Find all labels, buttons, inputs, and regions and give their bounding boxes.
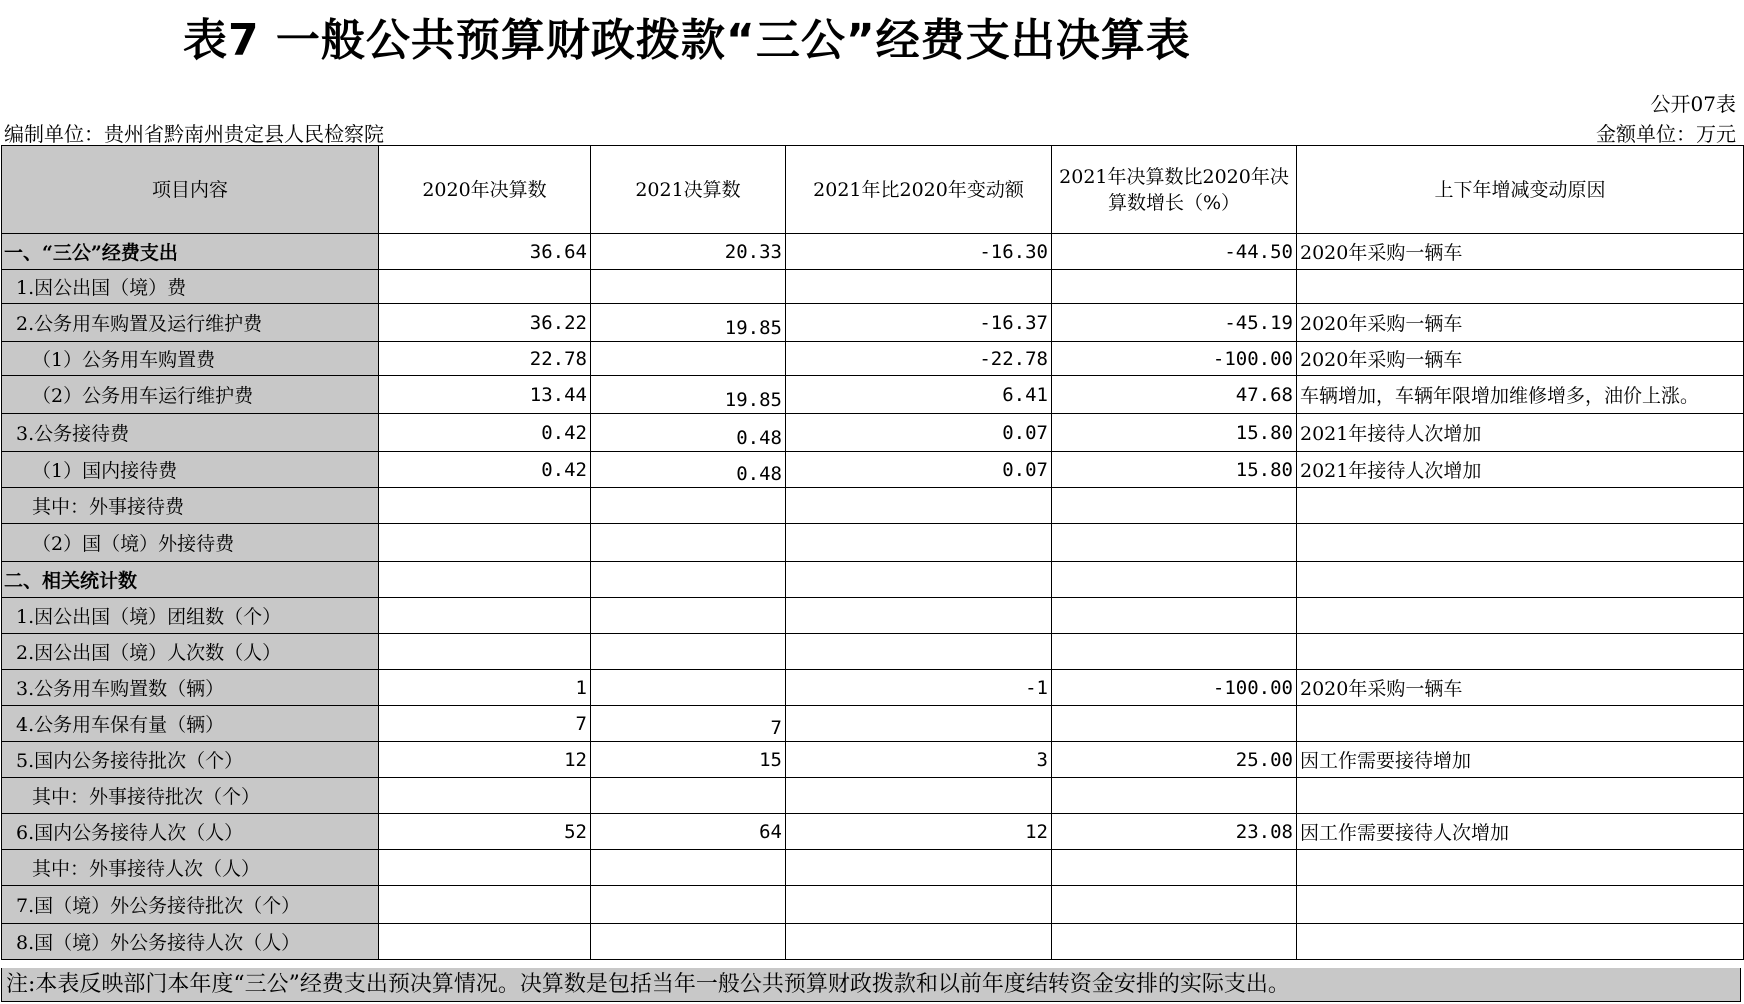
row-2020-value: 1 [379,670,591,706]
page-title: 表7 一般公共预算财政拨款“三公”经费支出决算表 [183,15,1191,66]
row-reason: 2020年采购一辆车 [1297,234,1744,270]
row-item-label: 2.因公出国（境）人次数（人） [2,634,379,670]
row-2021-value [591,670,786,706]
row-reason: 因工作需要接待人次增加 [1297,814,1744,850]
row-reason [1297,488,1744,524]
row-2020-value [379,270,591,304]
row-growth-value [1052,562,1297,598]
table-row [2,342,1744,376]
row-reason [1297,270,1744,304]
table-row [2,304,1744,342]
row-reason [1297,524,1744,562]
header-2020: 2020年决算数 [379,146,591,234]
row-2021-value: 15 [591,742,786,778]
row-change-value [786,778,1052,814]
row-2021-value [591,562,786,598]
row-change-value [786,850,1052,886]
row-change-value [786,634,1052,670]
row-2021-value: 19.85 [591,376,786,414]
row-reason: 2021年接待人次增加 [1297,414,1744,452]
row-growth-value: 15.80 [1052,452,1297,488]
expenditure-table [1,145,1744,960]
row-growth-value [1052,778,1297,814]
compiling-unit: 编制单位：贵州省黔南州贵定县人民检察院 [4,122,384,146]
table-row [2,270,1744,304]
row-2020-value [379,488,591,524]
table-row [2,814,1744,850]
row-item-label: 其中：外事接待费 [2,488,379,524]
row-2021-value: 64 [591,814,786,850]
row-2020-value: 7 [379,706,591,742]
row-2021-value: 20.33 [591,234,786,270]
row-2021-value: 19.85 [591,304,786,342]
row-2020-value: 36.64 [379,234,591,270]
table-row [2,924,1744,960]
row-change-value [786,886,1052,924]
row-reason [1297,924,1744,960]
row-change-value [786,562,1052,598]
row-2020-value: 52 [379,814,591,850]
row-reason [1297,598,1744,634]
header-item: 项目内容 [2,146,379,234]
row-growth-value: -45.19 [1052,304,1297,342]
row-item-label: （1）国内接待费 [2,452,379,488]
row-item-label: 3.公务用车购置数（辆） [2,670,379,706]
row-change-value [786,270,1052,304]
table-row [2,778,1744,814]
row-reason [1297,706,1744,742]
row-change-value: -22.78 [786,342,1052,376]
table-row [2,742,1744,778]
row-2020-value [379,634,591,670]
table-row [2,706,1744,742]
row-item-label: 3.公务接待费 [2,414,379,452]
row-growth-value: 23.08 [1052,814,1297,850]
row-reason [1297,850,1744,886]
amount-unit: 金额单位：万元 [1596,122,1736,146]
row-reason [1297,562,1744,598]
table-row [2,524,1744,562]
row-2020-value [379,850,591,886]
row-2021-value: 7 [591,706,786,742]
row-change-value: -16.37 [786,304,1052,342]
row-growth-value [1052,706,1297,742]
row-2020-value [379,778,591,814]
row-2021-value [591,598,786,634]
table-row [2,562,1744,598]
row-2020-value [379,524,591,562]
table-row [2,376,1744,414]
row-reason: 2020年采购一辆车 [1297,342,1744,376]
row-item-label: 6.国内公务接待人次（人） [2,814,379,850]
row-growth-value: -100.00 [1052,670,1297,706]
row-2021-value [591,886,786,924]
row-2021-value [591,342,786,376]
table-row [2,886,1744,924]
row-growth-value: 47.68 [1052,376,1297,414]
row-2021-value [591,850,786,886]
row-growth-value: 15.80 [1052,414,1297,452]
row-2020-value [379,598,591,634]
row-reason: 2020年采购一辆车 [1297,670,1744,706]
row-item-label: 1.因公出国（境）费 [2,270,379,304]
row-2020-value: 36.22 [379,304,591,342]
table-row [2,670,1744,706]
table-row [2,488,1744,524]
row-change-value: 6.41 [786,376,1052,414]
row-growth-value: 25.00 [1052,742,1297,778]
row-growth-value [1052,270,1297,304]
table-row [2,234,1744,270]
row-item-label: （2）国（境）外接待费 [2,524,379,562]
header-change: 2021年比2020年变动额 [786,146,1052,234]
row-2021-value [591,924,786,960]
row-item-label: （1）公务用车购置费 [2,342,379,376]
row-change-value [786,488,1052,524]
row-change-value: 0.07 [786,414,1052,452]
row-change-value: 3 [786,742,1052,778]
header-reason: 上下年增减变动原因 [1297,146,1744,234]
row-item-label: 4.公务用车保有量（辆） [2,706,379,742]
table-header-row [2,146,1744,234]
row-reason: 2020年采购一辆车 [1297,304,1744,342]
row-2020-value: 0.42 [379,414,591,452]
row-change-value [786,924,1052,960]
row-item-label: 其中：外事接待人次（人） [2,850,379,886]
row-2021-value [591,634,786,670]
row-growth-value [1052,598,1297,634]
row-2021-value: 0.48 [591,414,786,452]
row-2021-value [591,270,786,304]
row-item-label: 二、相关统计数 [2,562,379,598]
row-change-value [786,524,1052,562]
row-growth-value [1052,886,1297,924]
row-2020-value: 13.44 [379,376,591,414]
row-2021-value [591,524,786,562]
row-item-label: （2）公务用车运行维护费 [2,376,379,414]
row-item-label: 8.国（境）外公务接待人次（人） [2,924,379,960]
row-2020-value [379,924,591,960]
row-growth-value [1052,488,1297,524]
row-2021-value [591,488,786,524]
table-row [2,634,1744,670]
row-growth-value [1052,924,1297,960]
row-change-value [786,706,1052,742]
row-reason: 车辆增加，车辆年限增加维修增多，油价上涨。 [1297,376,1744,414]
table-number: 公开07表 [1650,92,1736,116]
row-2020-value: 12 [379,742,591,778]
row-reason [1297,886,1744,924]
row-reason [1297,778,1744,814]
header-growth: 2021年决算数比2020年决算数增长（%） [1052,146,1297,234]
table-row [2,598,1744,634]
row-item-label: 7.国（境）外公务接待批次（个） [2,886,379,924]
row-item-label: 其中：外事接待批次（个） [2,778,379,814]
row-reason [1297,634,1744,670]
row-growth-value [1052,850,1297,886]
row-item-label: 2.公务用车购置及运行维护费 [2,304,379,342]
row-2021-value [591,778,786,814]
row-change-value: -16.30 [786,234,1052,270]
row-2020-value [379,886,591,924]
row-2020-value: 0.42 [379,452,591,488]
table-note: 注:本表反映部门本年度“三公”经费支出预决算情况。决算数是包括当年一般公共预算财政拨款和以前年度结转资金安排的实际支出。 [1,968,1741,1002]
row-2020-value: 22.78 [379,342,591,376]
row-change-value [786,598,1052,634]
header-2021: 2021决算数 [591,146,786,234]
row-2021-value: 0.48 [591,452,786,488]
row-item-label: 一、“三公”经费支出 [2,234,379,270]
row-reason: 因工作需要接待增加 [1297,742,1744,778]
row-change-value: 12 [786,814,1052,850]
table-row [2,452,1744,488]
row-change-value: 0.07 [786,452,1052,488]
row-growth-value [1052,634,1297,670]
table-row [2,850,1744,886]
row-growth-value: -100.00 [1052,342,1297,376]
table-row [2,414,1744,452]
row-growth-value [1052,524,1297,562]
row-growth-value: -44.50 [1052,234,1297,270]
row-item-label: 1.因公出国（境）团组数（个） [2,598,379,634]
row-change-value: -1 [786,670,1052,706]
row-reason: 2021年接待人次增加 [1297,452,1744,488]
row-2020-value [379,562,591,598]
row-item-label: 5.国内公务接待批次（个） [2,742,379,778]
